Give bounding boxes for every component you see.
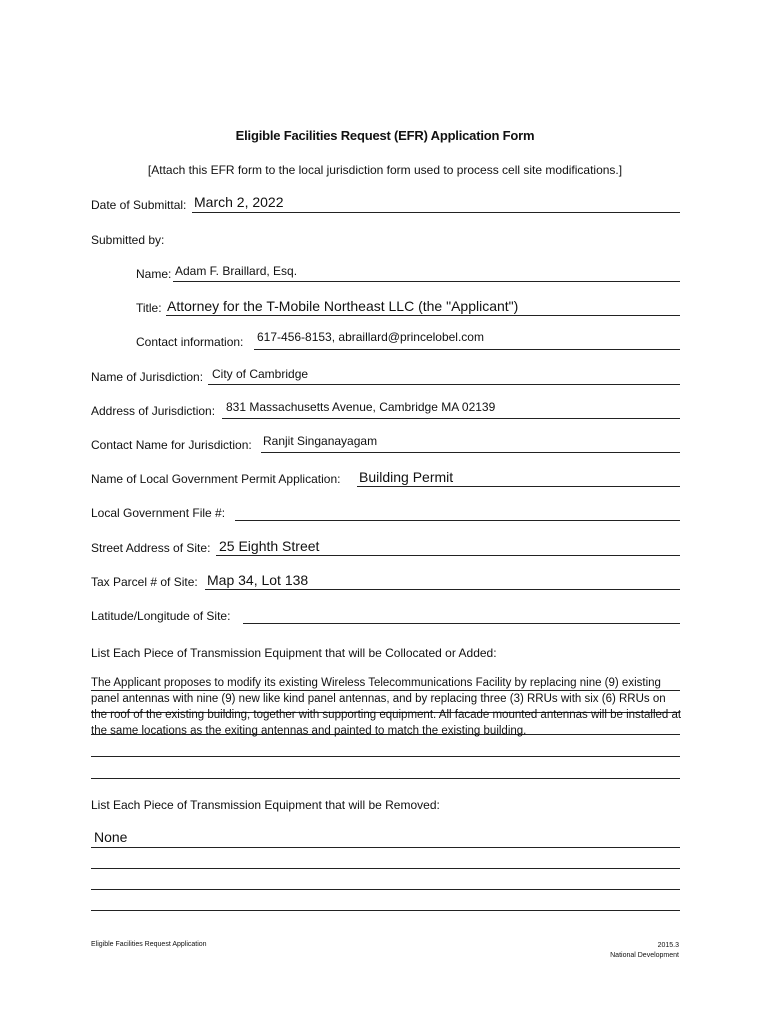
form-instruction: [Attach this EFR form to the local jurisdiction form used to process cell site modifications.]: [147, 163, 623, 177]
permit-application-line: [357, 486, 680, 487]
date-of-submittal-value: March 2, 2022: [194, 194, 284, 210]
lat-long-label: Latitude/Longitude of Site:: [91, 609, 231, 623]
contact-information-value: 617-456-8153, abraillard@princelobel.com: [257, 330, 484, 344]
name-of-jurisdiction-label: Name of Jurisdiction:: [91, 370, 204, 384]
local-government-file-field[interactable]: [91, 497, 680, 521]
name-line: [173, 281, 680, 282]
tax-parcel-value: Map 34, Lot 138: [207, 572, 309, 588]
contact-information-line: [254, 349, 680, 350]
name-label: Name:: [136, 267, 172, 281]
lat-long-field[interactable]: [91, 600, 680, 624]
collocated-label: List Each Piece of Transmission Equipment that will be Collocated or Added:: [91, 646, 497, 660]
date-of-submittal-field[interactable]: [91, 189, 680, 213]
address-of-jurisdiction-value: 831 Massachusetts Avenue, Cambridge MA 02139: [226, 400, 496, 414]
contact-name-for-jurisdiction-value: Ranjit Singanayagam: [263, 434, 378, 448]
street-address-of-site-value: 25 Eighth Street: [219, 538, 320, 554]
collocated-text[interactable]: The Applicant proposes to modify its existing Wireless Telecommunications Facility by replacing nine (9) existing panel antennas with nine (9) new like kind panel antennas, and by replacing three (3) RRUs with six (6) RRUs on the roof of the existing building, together with supporting equipment. All facade mounted antennas will be installed at the same locations as the exiting antennas and painted to match the existing building.: [91, 677, 682, 737]
footer-department: National Development: [610, 952, 679, 959]
contact-information-field[interactable]: [136, 326, 680, 350]
name-of-jurisdiction-value: City of Cambridge: [212, 367, 309, 381]
removed-line-3: [91, 889, 680, 890]
submitted-by-label: Submitted by:: [91, 233, 165, 247]
date-of-submittal-label: Date of Submittal:: [91, 198, 187, 212]
permit-application-label: Name of Local Government Permit Application:: [91, 472, 341, 486]
tax-parcel-label: Tax Parcel # of Site:: [91, 575, 198, 589]
name-field[interactable]: [136, 258, 680, 282]
collocated-line-5: [91, 778, 680, 779]
title-label: Title:: [136, 301, 162, 315]
name-of-jurisdiction-line: [208, 384, 680, 385]
form-title: Eligible Facilities Request (EFR) Application Form: [235, 128, 535, 143]
contact-name-for-jurisdiction-line: [261, 452, 680, 453]
lat-long-line: [243, 623, 680, 624]
title-value: Attorney for the T-Mobile Northeast LLC (the "Applicant"): [167, 298, 519, 314]
removed-text[interactable]: None: [94, 829, 128, 845]
name-of-jurisdiction-field[interactable]: [91, 361, 680, 385]
removed-line-2: [91, 868, 680, 869]
address-of-jurisdiction-field[interactable]: [91, 395, 680, 419]
name-value: Adam F. Braillard, Esq.: [175, 264, 298, 278]
street-address-of-site-line: [216, 555, 680, 556]
local-government-file-label: Local Government File #:: [91, 506, 226, 520]
footer-version: 2015.3: [657, 942, 679, 949]
footer-right: [610, 941, 679, 961]
date-of-submittal-line: [192, 212, 680, 213]
contact-information-label: Contact information:: [136, 335, 244, 349]
address-of-jurisdiction-line: [222, 418, 680, 419]
removed-line-1: [91, 847, 680, 848]
tax-parcel-line: [205, 589, 680, 590]
permit-application-field[interactable]: [91, 463, 680, 487]
address-of-jurisdiction-label: Address of Jurisdiction:: [91, 404, 216, 418]
title-line: [166, 315, 680, 316]
removed-line-4: [91, 910, 680, 911]
contact-name-for-jurisdiction-field[interactable]: [91, 429, 680, 453]
tax-parcel-field[interactable]: [91, 566, 680, 590]
removed-label: List Each Piece of Transmission Equipment that will be Removed:: [91, 798, 440, 812]
permit-application-value: Building Permit: [359, 469, 454, 485]
footer-left: Eligible Facilities Request Application: [91, 941, 207, 948]
street-address-of-site-label: Street Address of Site:: [91, 541, 211, 555]
street-address-of-site-field[interactable]: [91, 532, 680, 556]
title-field[interactable]: [136, 292, 680, 316]
collocated-line-4: [91, 756, 680, 757]
contact-name-for-jurisdiction-label: Contact Name for Jurisdiction:: [91, 438, 252, 452]
local-government-file-line: [235, 520, 680, 521]
